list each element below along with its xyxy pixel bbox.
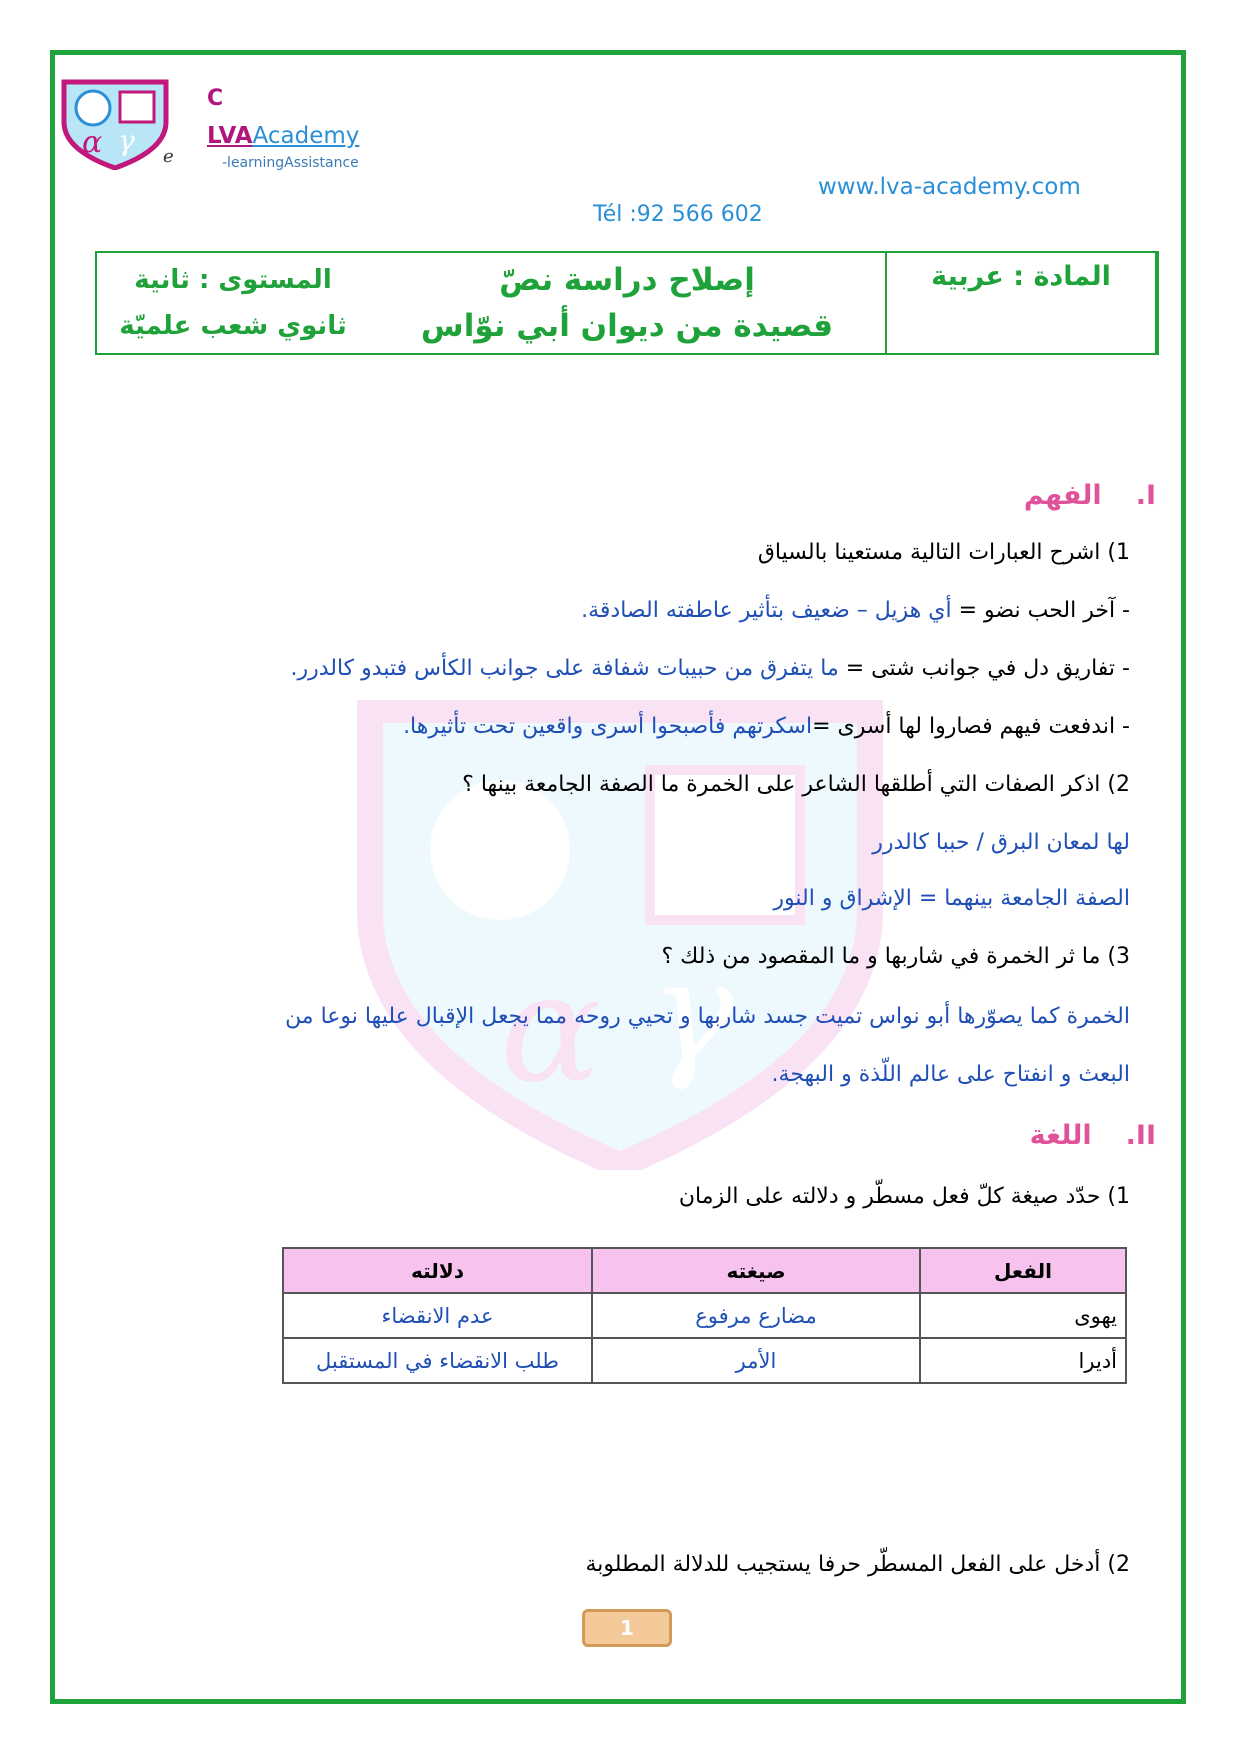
- shield-watermark: [350, 700, 890, 1170]
- cell-meaning: طلب الانقضاء في المستقبل: [283, 1338, 592, 1383]
- brand-name: [207, 123, 359, 149]
- question-3-answer-line2: البعث و انفتاح على عالم اللّذة و البهجة.: [771, 1062, 1130, 1087]
- cell-verb: أديرا: [920, 1338, 1126, 1383]
- question-2-answer-2: الصفة الجامعة بينهما = الإشراق و النور: [773, 886, 1130, 911]
- subject-cell: المادة : عربية: [887, 253, 1157, 353]
- section-2-numeral: II.: [1125, 1120, 1156, 1151]
- svg-text:γ: γ: [650, 931, 734, 1094]
- page-number: 1: [582, 1609, 672, 1647]
- header-form: صيغته: [592, 1248, 920, 1293]
- title-cell: [369, 253, 887, 353]
- expression-1: [90, 598, 1130, 623]
- phone-number: Tél :92 566 602: [593, 202, 763, 227]
- expression-2-answer: ما يتفرق من حبيبات شفافة على جوانب الكأس فتبدو كالدرر.: [290, 656, 839, 681]
- cell-verb: يهوى: [920, 1293, 1126, 1338]
- website-link[interactable]: www.lva-academy.com: [818, 174, 1081, 200]
- svg-text:α: α: [500, 942, 602, 1116]
- section-2-title: اللغة: [1029, 1120, 1092, 1151]
- brand-lva: LVA: [207, 123, 253, 149]
- header-meaning: دلالته: [283, 1248, 592, 1293]
- table-row: [283, 1338, 1126, 1383]
- brand-tagline: -learningAssistance: [222, 155, 359, 171]
- title-line1: إصلاح دراسة نصّ: [499, 262, 755, 298]
- brand-academy: Academy: [252, 123, 360, 149]
- expression-2: [90, 656, 1130, 681]
- brand-letter: C: [207, 86, 224, 111]
- brand-e: e: [163, 146, 174, 167]
- expression-2-prompt: - تفاريق دل في جوانب شتى =: [838, 656, 1130, 681]
- section-1-title: الفهم: [1023, 480, 1102, 511]
- expression-1-answer: أي هزيل – ضعيف بتأثير عاطفته الصادقة.: [581, 598, 952, 623]
- expression-3-answer: اسكرتهم فأصبحوا أسرى واقعين تحت تأثيرها.: [403, 714, 813, 739]
- verbs-table: [282, 1247, 1127, 1384]
- expression-3: [90, 714, 1130, 739]
- question-3-answer-line1: الخمرة كما يصوّرها أبو نواس تميت جسد شاربها و تحيي روحه مما يجعل الإقبال عليها نوعا من: [285, 1004, 1130, 1029]
- language-question-2: 2) أدخل على الفعل المسطّر حرفا يستجيب للدلالة المطلوبة: [585, 1552, 1130, 1577]
- question-3: 3) ما ثر الخمرة في شاربها و ما المقصود من ذلك ؟: [661, 944, 1130, 969]
- level-cell: [97, 253, 369, 353]
- table-header-row: [283, 1248, 1126, 1293]
- section-1-heading: [1024, 480, 1156, 511]
- svg-text:α: α: [82, 125, 103, 160]
- expression-3-prompt: - اندفعت فيهم فصاروا لها أسرى =: [812, 714, 1130, 739]
- cell-form: الأمر: [592, 1338, 920, 1383]
- svg-text:γ: γ: [118, 124, 135, 157]
- language-question-1: 1) حدّد صيغة كلّ فعل مسطّر و دلالته على الزمان: [678, 1184, 1130, 1209]
- question-2-answer-1: لها لمعان البرق / حببا كالدرر: [872, 830, 1130, 855]
- level-line2: ثانوي شعب علميّة: [119, 311, 347, 341]
- section-2-heading: [1030, 1120, 1156, 1151]
- expression-1-prompt: - آخر الحب نضو =: [951, 598, 1130, 623]
- header-verb: الفعل: [920, 1248, 1126, 1293]
- level-line1: المستوى : ثانية: [134, 265, 332, 295]
- table-row: [283, 1293, 1126, 1338]
- title-line2: قصيدة من ديوان أبي نوّاس: [420, 308, 834, 344]
- header-table: [95, 251, 1159, 355]
- question-1: 1) اشرح العبارات التالية مستعينا بالسياق: [757, 540, 1130, 565]
- academy-logo: [60, 78, 170, 170]
- cell-meaning: عدم الانقضاء: [283, 1293, 592, 1338]
- question-2: 2) اذكر الصفات التي أطلقها الشاعر على الخمرة ما الصفة الجامعة بينها ؟: [462, 772, 1130, 797]
- cell-form: مضارع مرفوع: [592, 1293, 920, 1338]
- section-1-numeral: I.: [1135, 480, 1156, 511]
